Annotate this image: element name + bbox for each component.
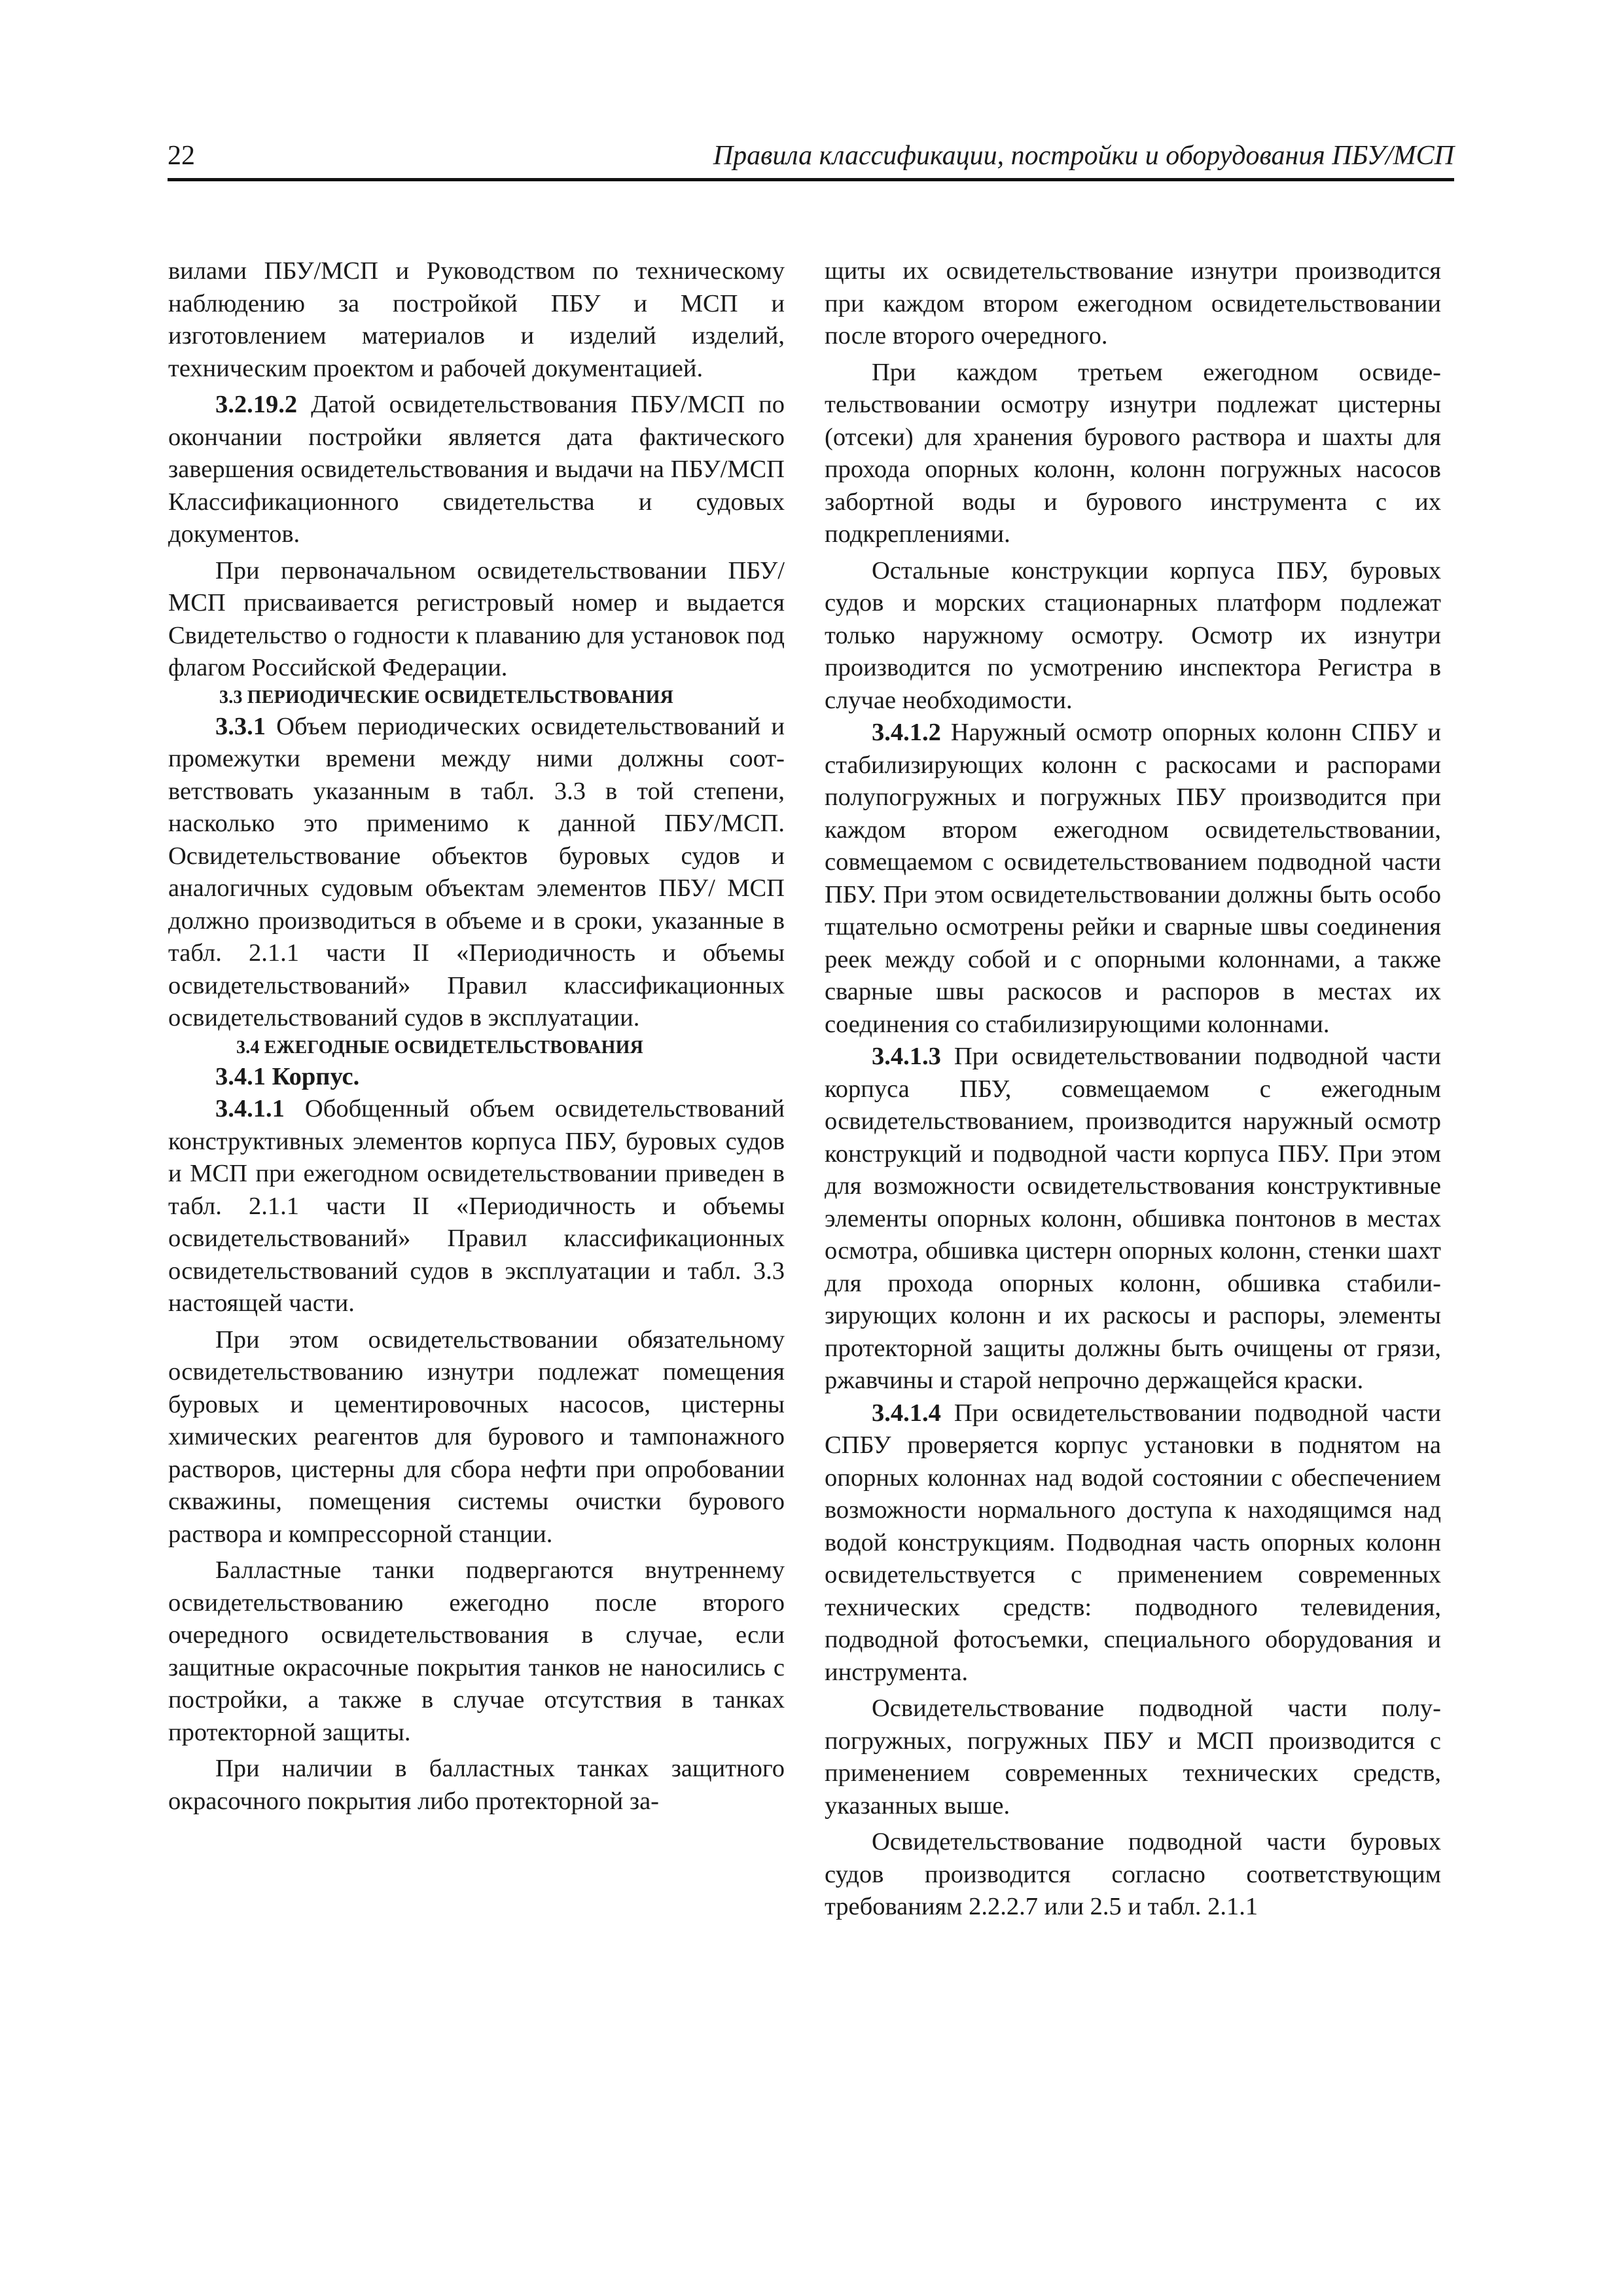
section-heading: 3.3 ПЕРИОДИЧЕСКИЕ ОСВИДЕТЕЛЬСТВОВАНИЯ — [219, 687, 674, 708]
running-title: Правила классификации, постройки и оборудования ПБУ/МСП — [713, 141, 1454, 171]
right-column — [825, 255, 1441, 1924]
paragraph-text: При освидетельствовании подводной части корпуса ПБУ, совмещаемом с ежегодным освидетельствованием, производится наружный осмотр конструкций и подводной части корпуса ПБУ. При этом для возможности освидетельствования конструктивные элементы опорных колонн, обшивка понтонов в местах осмотра, обшивка цистерн опорных колонн, стенки шахт для прохода опорных колонн, обшивка стабилизирующих колонн и их раскосы и распоры, элементы протекторной защиты должны быть очищены от грязи, ржавчины и старой непрочно держащейся краски. — [825, 1043, 1441, 1394]
paragraph-text: Наружный осмотр опорных колонн СПБУ и стабилизирующих колонн с раскосами и распорами полупогружных и погружных ПБУ производится при каждом втором ежегодном освидетельствовании, совмещаемом с освидетельствованием подводной части ПБУ. При этом освидетельствовании должны быть особо тщательно осмотрены рейки и сварные швы соединения реек между собой и с опорными колоннами, а также сварные швы раскосов и распоров в местах их соединения со стабилизирующими колоннами. — [825, 719, 1441, 1038]
section-heading: 3.4 ЕЖЕГОДНЫЕ ОСВИДЕТЕЛЬСТВОВАНИЯ — [236, 1037, 644, 1058]
paragraph: При первоначальном освидетельствовании ПБУ/МСП присваивается регистровый номер и выдается Свидетельство о годности к плаванию для установок под флагом Российской Федерации. — [168, 556, 785, 681]
paragraph — [825, 1041, 1441, 1397]
clause-number: 3.4.1.3 — [872, 1043, 941, 1070]
paragraph: Балластные танки подвергаются внутреннему освидетельствованию ежегодно после второго очередного освидетельствования в случае, если защитные окрасочные покрытия танков не наносились с постройки, а также в случае отсутствия в танках протекторной защиты. — [168, 1556, 785, 1746]
paragraph-text: Датой освидетельствования ПБУ/МСП по окончании постройки является дата фактического завершения освидетельствования и выдачи на ПБУ/МСП Классификационного свидетельства и судовых документов. — [168, 391, 785, 548]
clause-number: 3.2.19.2 — [215, 391, 298, 418]
paragraph — [168, 389, 785, 551]
paragraph: вилами ПБУ/МСП и Руководством по техническому наблюдению за постройкой ПБУ и МСП и изготовлением материалов и изделий изделий, техническим проектом и рабочей документацией. — [168, 257, 785, 382]
clause-number: 3.4.1.2 — [872, 719, 941, 746]
paragraph — [168, 1093, 785, 1320]
paragraph: Освидетельствование подводной части буровых судов производится согласно соответствующим требованиям 2.2.2.7 или 2.5 и табл. 2.1.1 — [825, 1828, 1441, 1920]
header-rule — [168, 178, 1454, 181]
paragraph-text: Обобщенный объем освидетельствований конструктивных элементов корпуса ПБУ, буровых судов и МСП при ежегодном освидетельствовании приведен в табл. 2.1.1 части II «Периодичность и объемы освидетельствований» Правил классификационных освидетельствований судов в эксплуатации и табл. 3.3 настоящей части. — [168, 1095, 785, 1317]
clause-number: 3.4.1.1 — [215, 1095, 285, 1122]
paragraph: При каждом третьем ежегодном освидетельствовании осмотру изнутри подлежат цистерны (отсеки) для хранения бурового раствора и шахты для прохода опорных колонн, колонн погружных насосов забортной воды и бурового инструмента с их подкреплениями. — [825, 358, 1441, 548]
paragraph: Освидетельствование подводной части полупогружных, погружных ПБУ и МСП производится с применением современных технических средств, указанных выше. — [825, 1695, 1441, 1820]
paragraph — [825, 717, 1441, 1041]
paragraph — [825, 1397, 1441, 1689]
left-column — [168, 255, 785, 1818]
paragraph: При наличии в балластных танках защитного окрасочного покрытия либо протекторной за- — [168, 1755, 785, 1815]
paragraph: щиты их освидетельствование изнутри производится при каждом втором ежегодном освидетельствовании после второго очередного. — [825, 257, 1441, 350]
clause-number: 3.3.1 — [215, 712, 266, 740]
page-number: 22 — [168, 141, 195, 171]
paragraph-text: При освидетельствовании подводной части СПБУ проверяется корпус установки в поднятом на опорных колоннах над водой состоянии с обеспечением возможности нормального доступа к находящимся над водой конструкциям. Подводная часть опорных колонн освидетельствуется с применением современных технических средств: подводного телевидения, подводной фотосъемки, специального оборудования и инструмента. — [825, 1399, 1441, 1686]
paragraph: Остальные конструкции корпуса ПБУ, буровых судов и морских стационарных платформ подлежат только наружному осмотру. Осмотр их изнутри производится по усмотрению инспектора Регистра в случае необходимости. — [825, 556, 1441, 714]
subsection-title: 3.4.1 Корпус. — [215, 1062, 360, 1090]
clause-number: 3.4.1.4 — [872, 1399, 941, 1427]
paragraph-text: Объем периодических освидетельствований и промежутки времени между ними должны соответствовать указанным в табл. 3.3 в той степени, насколько это применимо к данной ПБУ/МСП. Освидетельствование объектов буровых судов и аналогичных судовым объектам элементов ПБУ/ МСП должно производиться в объеме и в сроки, указанные в табл. 2.1.1 части II «Периодичность и объемы освидетельствований» Правил классификационных освидетельствований судов в эксплуатации. — [168, 712, 785, 1031]
paragraph — [168, 711, 785, 1035]
paragraph: При этом освидетельствовании обязательному освидетельствованию изнутри подлежат помещения буровых и цементировочных насосов, цистерны химических реагентов для бурового и тампонажного растворов, цистерны для сбора нефти при опробовании скважины, помещения системы очистки бурового раствора и компрессорной станции. — [168, 1325, 785, 1548]
